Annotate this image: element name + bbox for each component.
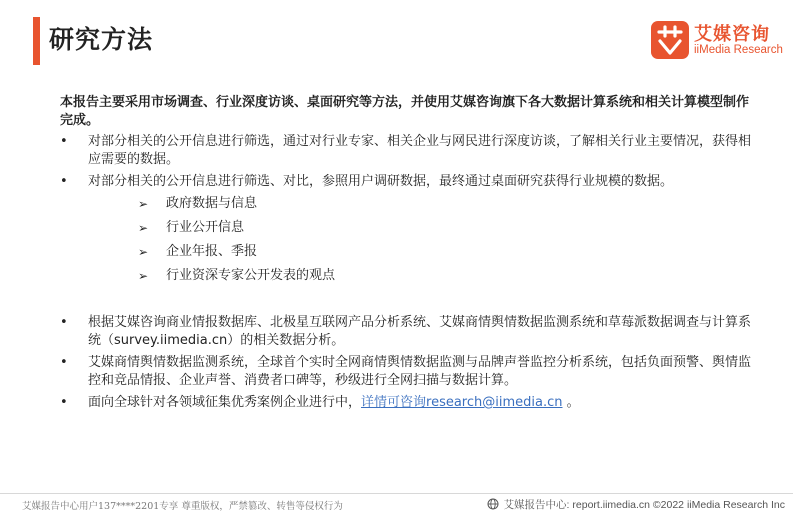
sub-item-text: 行业公开信息 [166,220,245,235]
list-item-text: 艾媒商情舆情数据监测系统，全球首个实时全网商情舆情数据监测与品牌声誉监控分析系统，包括负面预警、舆情监控和竞品情报、企业声誉、消费者口碑等，秒级进行全网扫描与数据计算。 [88,355,752,388]
sub-list-item [60,243,760,261]
bullet-dot-icon: • [60,355,68,370]
sub-item-text: 企业年报、季报 [166,244,258,259]
page-footer [0,493,793,515]
bullet-dot-icon: • [60,315,68,330]
footer-divider [0,493,793,494]
footer-source [487,497,785,512]
list-item [60,394,760,412]
logo-text-en: iiMedia Research [694,44,783,56]
list-item [60,173,760,191]
bullet-dot-icon: • [60,395,68,410]
page-title: 研究方法 [49,25,154,54]
bullet-dot-icon: • [60,134,68,149]
list-item-suffix: 。 [562,395,580,410]
list-item [60,314,760,350]
brand-logo [650,20,785,62]
list-item [60,133,760,169]
list-item-text: 对部分相关的公开信息进行筛选，通过对行业专家、相关企业与网民进行深度访谈，了解相关行业主要情况，获得相应需要的数据。 [88,134,752,167]
bullet-dot-icon: • [60,174,68,189]
globe-icon [487,498,499,510]
intro-paragraph: 本报告主要采用市场调查、行业深度访谈、桌面研究等方法，并使用艾媒咨询旗下各大数据计算系统和相关计算模型制作完成。 [60,95,750,128]
sub-list-item [60,267,760,285]
arrow-bullet-icon: ➢ [138,221,149,235]
sub-item-text: 政府数据与信息 [166,196,258,211]
list-item-text: 根据艾媒咨询商业情报数据库、北极星互联网产品分析系统、艾媒商情舆情数据监测系统和草莓派数据调查与计算系统（survey.iimedia.cn）的相关数据分析。 [88,315,752,348]
sub-item-text: 行业资深专家公开发表的观点 [166,268,336,283]
sub-list-item [60,195,760,213]
footer-copyright-notice: 艾媒报告中心用户137****2201专享 尊重版权，严禁篡改、转售等侵权行为 [22,501,343,512]
arrow-bullet-icon: ➢ [138,197,149,211]
arrow-bullet-icon: ➢ [138,269,149,283]
iimedia-logo-icon [650,20,690,60]
logo-text-cn: 艾媒咨询 [694,24,770,45]
footer-source-text: 艾媒报告中心: report.iimedia.cn ©2022 iiMedia Research Inc [503,499,785,511]
title-accent-bar [33,17,40,65]
sub-list-item [60,219,760,237]
list-item-text: 面向全球针对各领域征集优秀案例企业进行中， [88,395,362,410]
list-item [60,354,760,390]
arrow-bullet-icon: ➢ [138,245,149,259]
method-content [60,94,760,416]
list-item-text: 对部分相关的公开信息进行筛选、对比，参照用户调研数据，最终通过桌面研究获得行业规模的数据。 [88,174,674,189]
contact-email-link[interactable]: 详情可咨询research@iimedia.cn [361,395,563,410]
